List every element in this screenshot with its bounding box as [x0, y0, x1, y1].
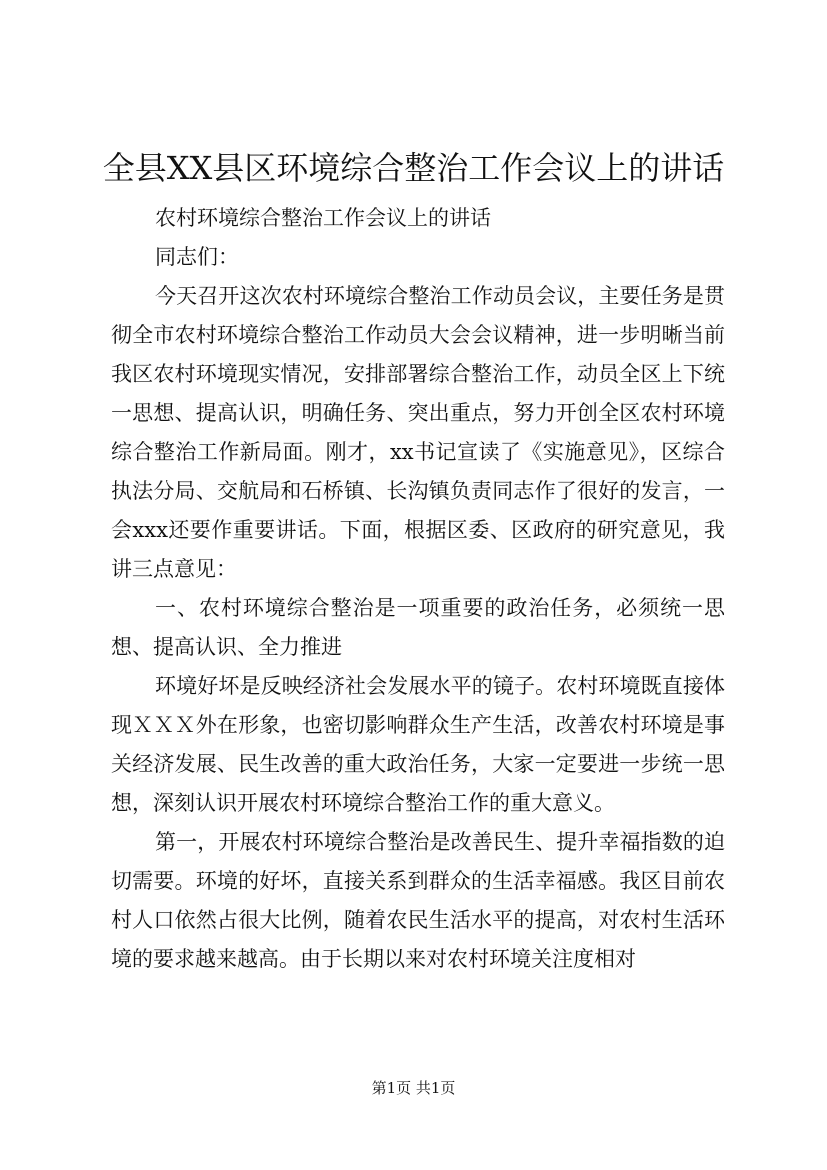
- document-title: 全县XX县区环境综合整治工作会议上的讲话: [102, 149, 725, 187]
- section-heading-paragraph: 一、农村环境综合整治是一项重要的政治任务，必须统一思想、提高认识、全力推进: [111, 596, 725, 659]
- body-paragraph: 今天召开这次农村环境综合整治工作动员会议，主要任务是贯彻全市农村环境综合整治工作动员大会会议精神，进一步明晰当前我区农村环境现实情况，安排部署综合整治工作，动员全区上下统一思想、提高认识，明确任务、突出重点，努力开创全区农村环境综合整治工作新局面。刚才，xx书记宣读了《实施意见》，区综合执法分局、交航局和石桥镇、长沟镇负责同志作了很好的发言，一会xxx还要作重要讲话。下面，根据区委、区政府的研究意见，我讲三点意见：: [111, 284, 725, 581]
- body-paragraph: 第一，开展农村环境综合整治是改善民生、提升幸福指数的迫切需要。环境的好坏，直接关系到群众的生活幸福感。我区目前农村人口依然占很大比例，随着农民生活水平的提高，对农村生活环境的要求越来越高。由于长期以来对农村环境关注度相对: [111, 830, 725, 971]
- subtitle-paragraph: 农村环境综合整治工作会议上的讲话: [155, 206, 491, 230]
- body-paragraph: 环境好坏是反映经济社会发展水平的镜子。农村环境既直接体现ＸＸＸ外在形象，也密切影响群众生产生活，改善农村环境是事关经济发展、民生改善的重大政治任务，大家一定要进一步统一思想，深刻认识开展农村环境综合整治工作的重大意义。: [111, 674, 725, 815]
- page-number-footer: 第1页 共1页: [371, 1079, 456, 1097]
- salutation-paragraph: 同志们：: [155, 245, 239, 269]
- document-body: [111, 199, 725, 979]
